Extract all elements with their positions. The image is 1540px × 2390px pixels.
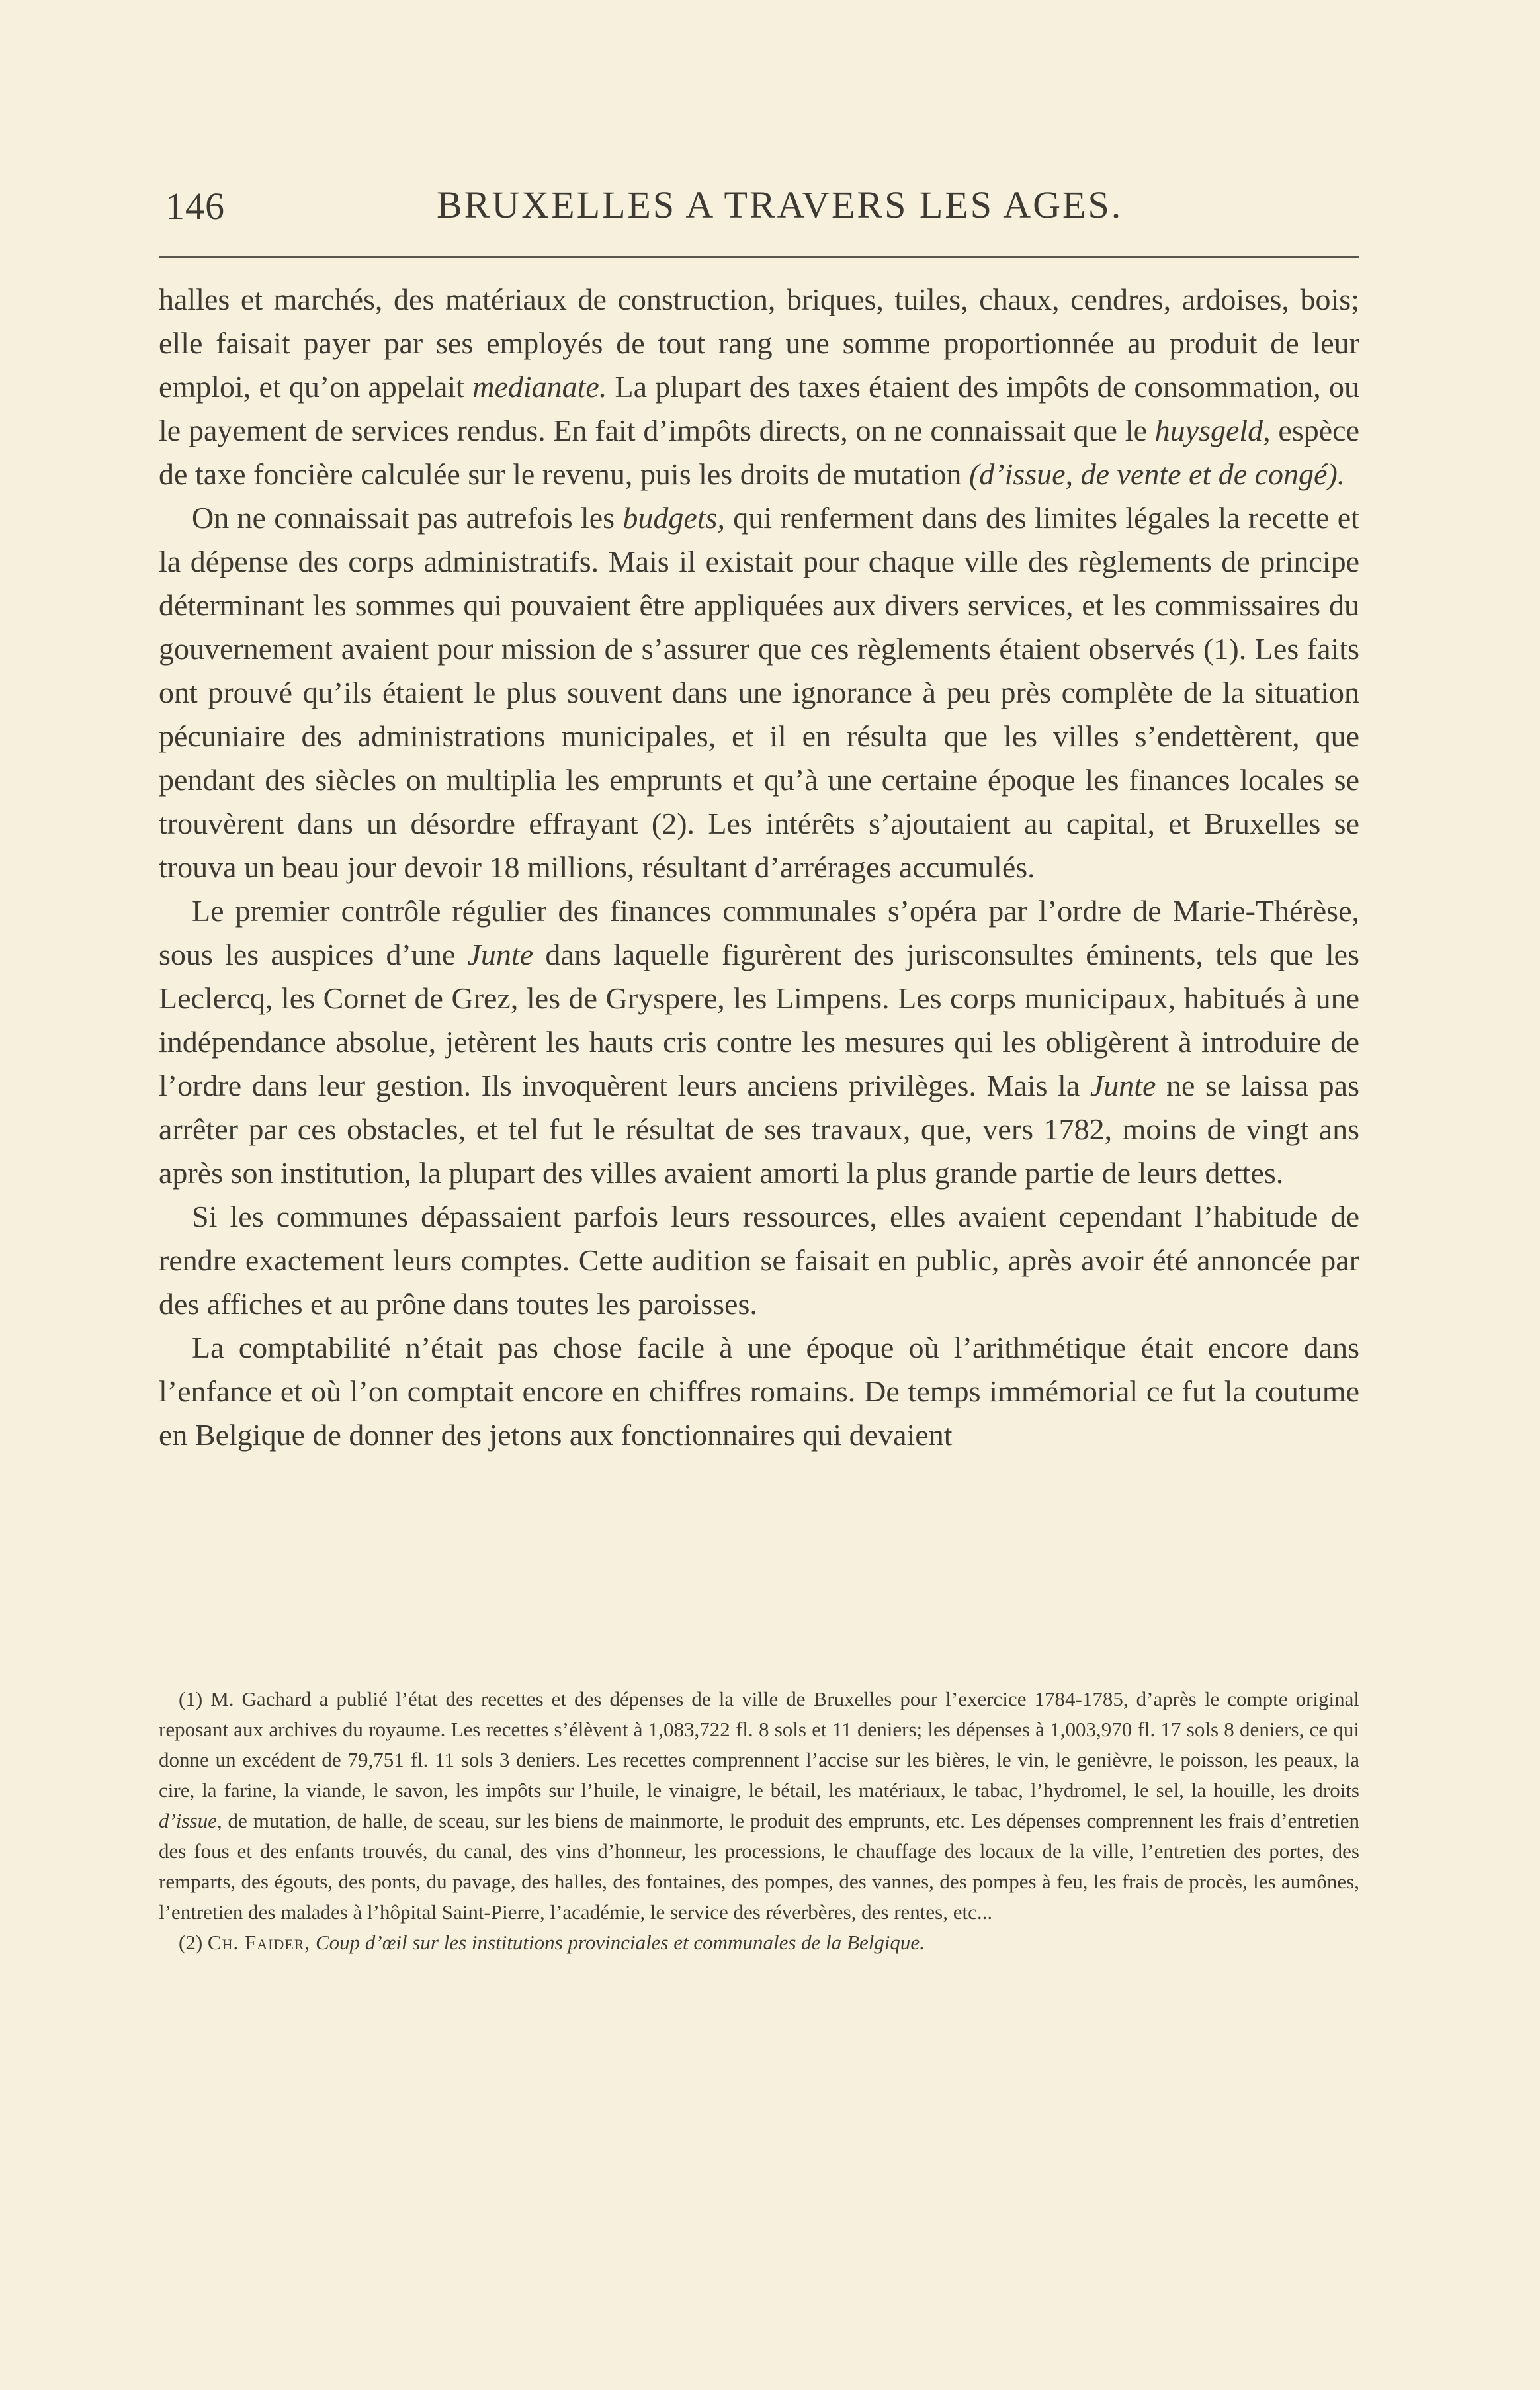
italic-term: Junte [467, 938, 534, 971]
footnote-2 [159, 1927, 1359, 1958]
text-run: espèce de taxe foncière calculée sur le revenu, puis les droits de mutation [159, 414, 1359, 491]
paragraph-1 [159, 278, 1359, 496]
text-run: de mutation, de halle, de sceau, sur les biens de mainmorte, le produit des emprunts, etc. Les dépenses comprennent les frais d’entretien des fous et des enfants trouvés, du canal, des vins d’honneur, les processions, le chauffage des locaux de la ville, l’entretien des portes, des remparts, des égouts, des ponts, du pavage, des halles, des fontaines, des pompes, des vannes, des pompes à feu, les frais de procès, les aumônes, l’entretien des malades à l’hôpital Saint-Pierre, l’académie, le service des réverbères, des rentes, etc... [159, 1809, 1359, 1924]
text-run: ne se laissa pas arrêter par ces obstacles, et tel fut le résultat de ses travaux, que, vers 1782, moins de vingt ans après son institution, la plupart des villes avaient amorti la plus grande partie de leurs dettes. [159, 1069, 1359, 1190]
italic-term: (d’issue, de vente et de congé). [968, 457, 1346, 491]
running-head: BRUXELLES A TRAVERS LES AGES. [437, 183, 1123, 226]
footnotes [159, 1684, 1359, 1958]
paragraph-3 [159, 889, 1359, 1195]
italic-term: medianate. [472, 370, 607, 404]
italic-term: budgets, [622, 501, 725, 535]
text-run: (2) [179, 1931, 208, 1954]
italic-term: Junte [1090, 1069, 1156, 1102]
paragraph-4: Si les communes dépassaient parfois leurs ressources, elles avaient cependant l’habitude de rendre exactement leurs comptes. Cette audition se faisait en public, après avoir été annoncée par des affiches et au prône dans toutes les paroisses. [159, 1200, 1359, 1321]
text-run: Le premier contrôle régulier des finances communales s’opéra par l’ordre de Marie-Thérèse, sous les auspices d’une [159, 894, 1359, 971]
paragraph-5: La comptabilité n’était pas chose facile à une époque où l’arithmétique était encore dans l’enfance et où l’on comptait encore en chiffres romains. De temps immémorial ce fut la coutume en Belgique de donner des jetons aux fonctionnaires qui devaient [159, 1331, 1359, 1452]
text-run: dans laquelle figurèrent des jurisconsultes éminents, tels que les Leclercq, les Cornet de Grez, les de Gryspere, les Limpens. Les corps municipaux, habitués à une indépendance absolue, jetèrent les hauts cris contre les mesures qui les obligèrent à introduire de l’ordre dans leur gestion. Ils invoquèrent leurs anciens privilèges. Mais la [159, 938, 1359, 1102]
book-title: Coup d’œil sur les institutions provinciales et communales de la Belgique. [315, 1931, 925, 1954]
paragraph-2 [159, 496, 1359, 889]
page-header [159, 177, 1363, 237]
text-run: On ne connaissait pas autrefois les [192, 501, 623, 535]
header-rule [159, 256, 1359, 258]
text-run: (1) M. Gachard a publié l’état des recettes et des dépenses de la ville de Bruxelles pour l’exercice 1784-1785, d’après le compte original reposant aux archives du royaume. Les recettes s’élèvent à 1,083,722 fl. 8 sols et 11 deniers; les dépenses à 1,003,970 fl. 17 sols 8 deniers, ce qui donne un excédent de 79,751 fl. 11 sols 3 deniers. Les recettes comprennent l’accise sur les bières, le vin, le genièvre, le poisson, les peaux, la cire, la farine, la viande, le savon, les impôts sur l’huile, le vinaigre, le bétail, les matériaux, le tabac, l’hydromel, le sel, la houille, les droits [159, 1687, 1359, 1802]
text-run [310, 1931, 316, 1954]
text-run: La plupart des taxes étaient des impôts de consommation, ou le payement de services rendus. En fait d’impôts directs, on ne connaissait que le [159, 370, 1359, 447]
text-run: halles et marchés, des matériaux de construction, briques, tuiles, chaux, cendres, ardoises, bois; elle faisait payer par ses employés de tout rang une somme proportionnée au produit de leur emploi, et qu’on appelait [159, 283, 1359, 404]
italic-term: huysgeld, [1154, 414, 1271, 447]
text-run: qui renferment dans des limites légales la recette et la dépense des corps administratifs. Mais il existait pour chaque ville des règlements de principe déterminant les sommes qui pouvaient être appliquées aux divers services, et les commissaires du gouvernement avaient pour mission de s’assurer que ces règlements étaient observés (1). Les faits ont prouvé qu’ils étaient le plus souvent dans une ignorance à peu près complète de la situation pécuniaire des administrations municipales, et il en résulta que les villes s’endettèrent, que pendant des siècles on multiplia les emprunts et qu’à une certaine époque les finances locales se trouvèrent dans un désordre effrayant (2). Les intérêts s’ajoutaient au capital, et Bruxelles se trouva un beau jour devoir 18 millions, résultant d’arrérages accumulés. [159, 501, 1359, 884]
page-number: 146 [165, 185, 225, 228]
footnote-1 [159, 1684, 1359, 1927]
italic-term: d’issue, [159, 1809, 222, 1832]
main-text [159, 278, 1359, 1457]
author-name: Ch. Faider, [207, 1931, 311, 1954]
